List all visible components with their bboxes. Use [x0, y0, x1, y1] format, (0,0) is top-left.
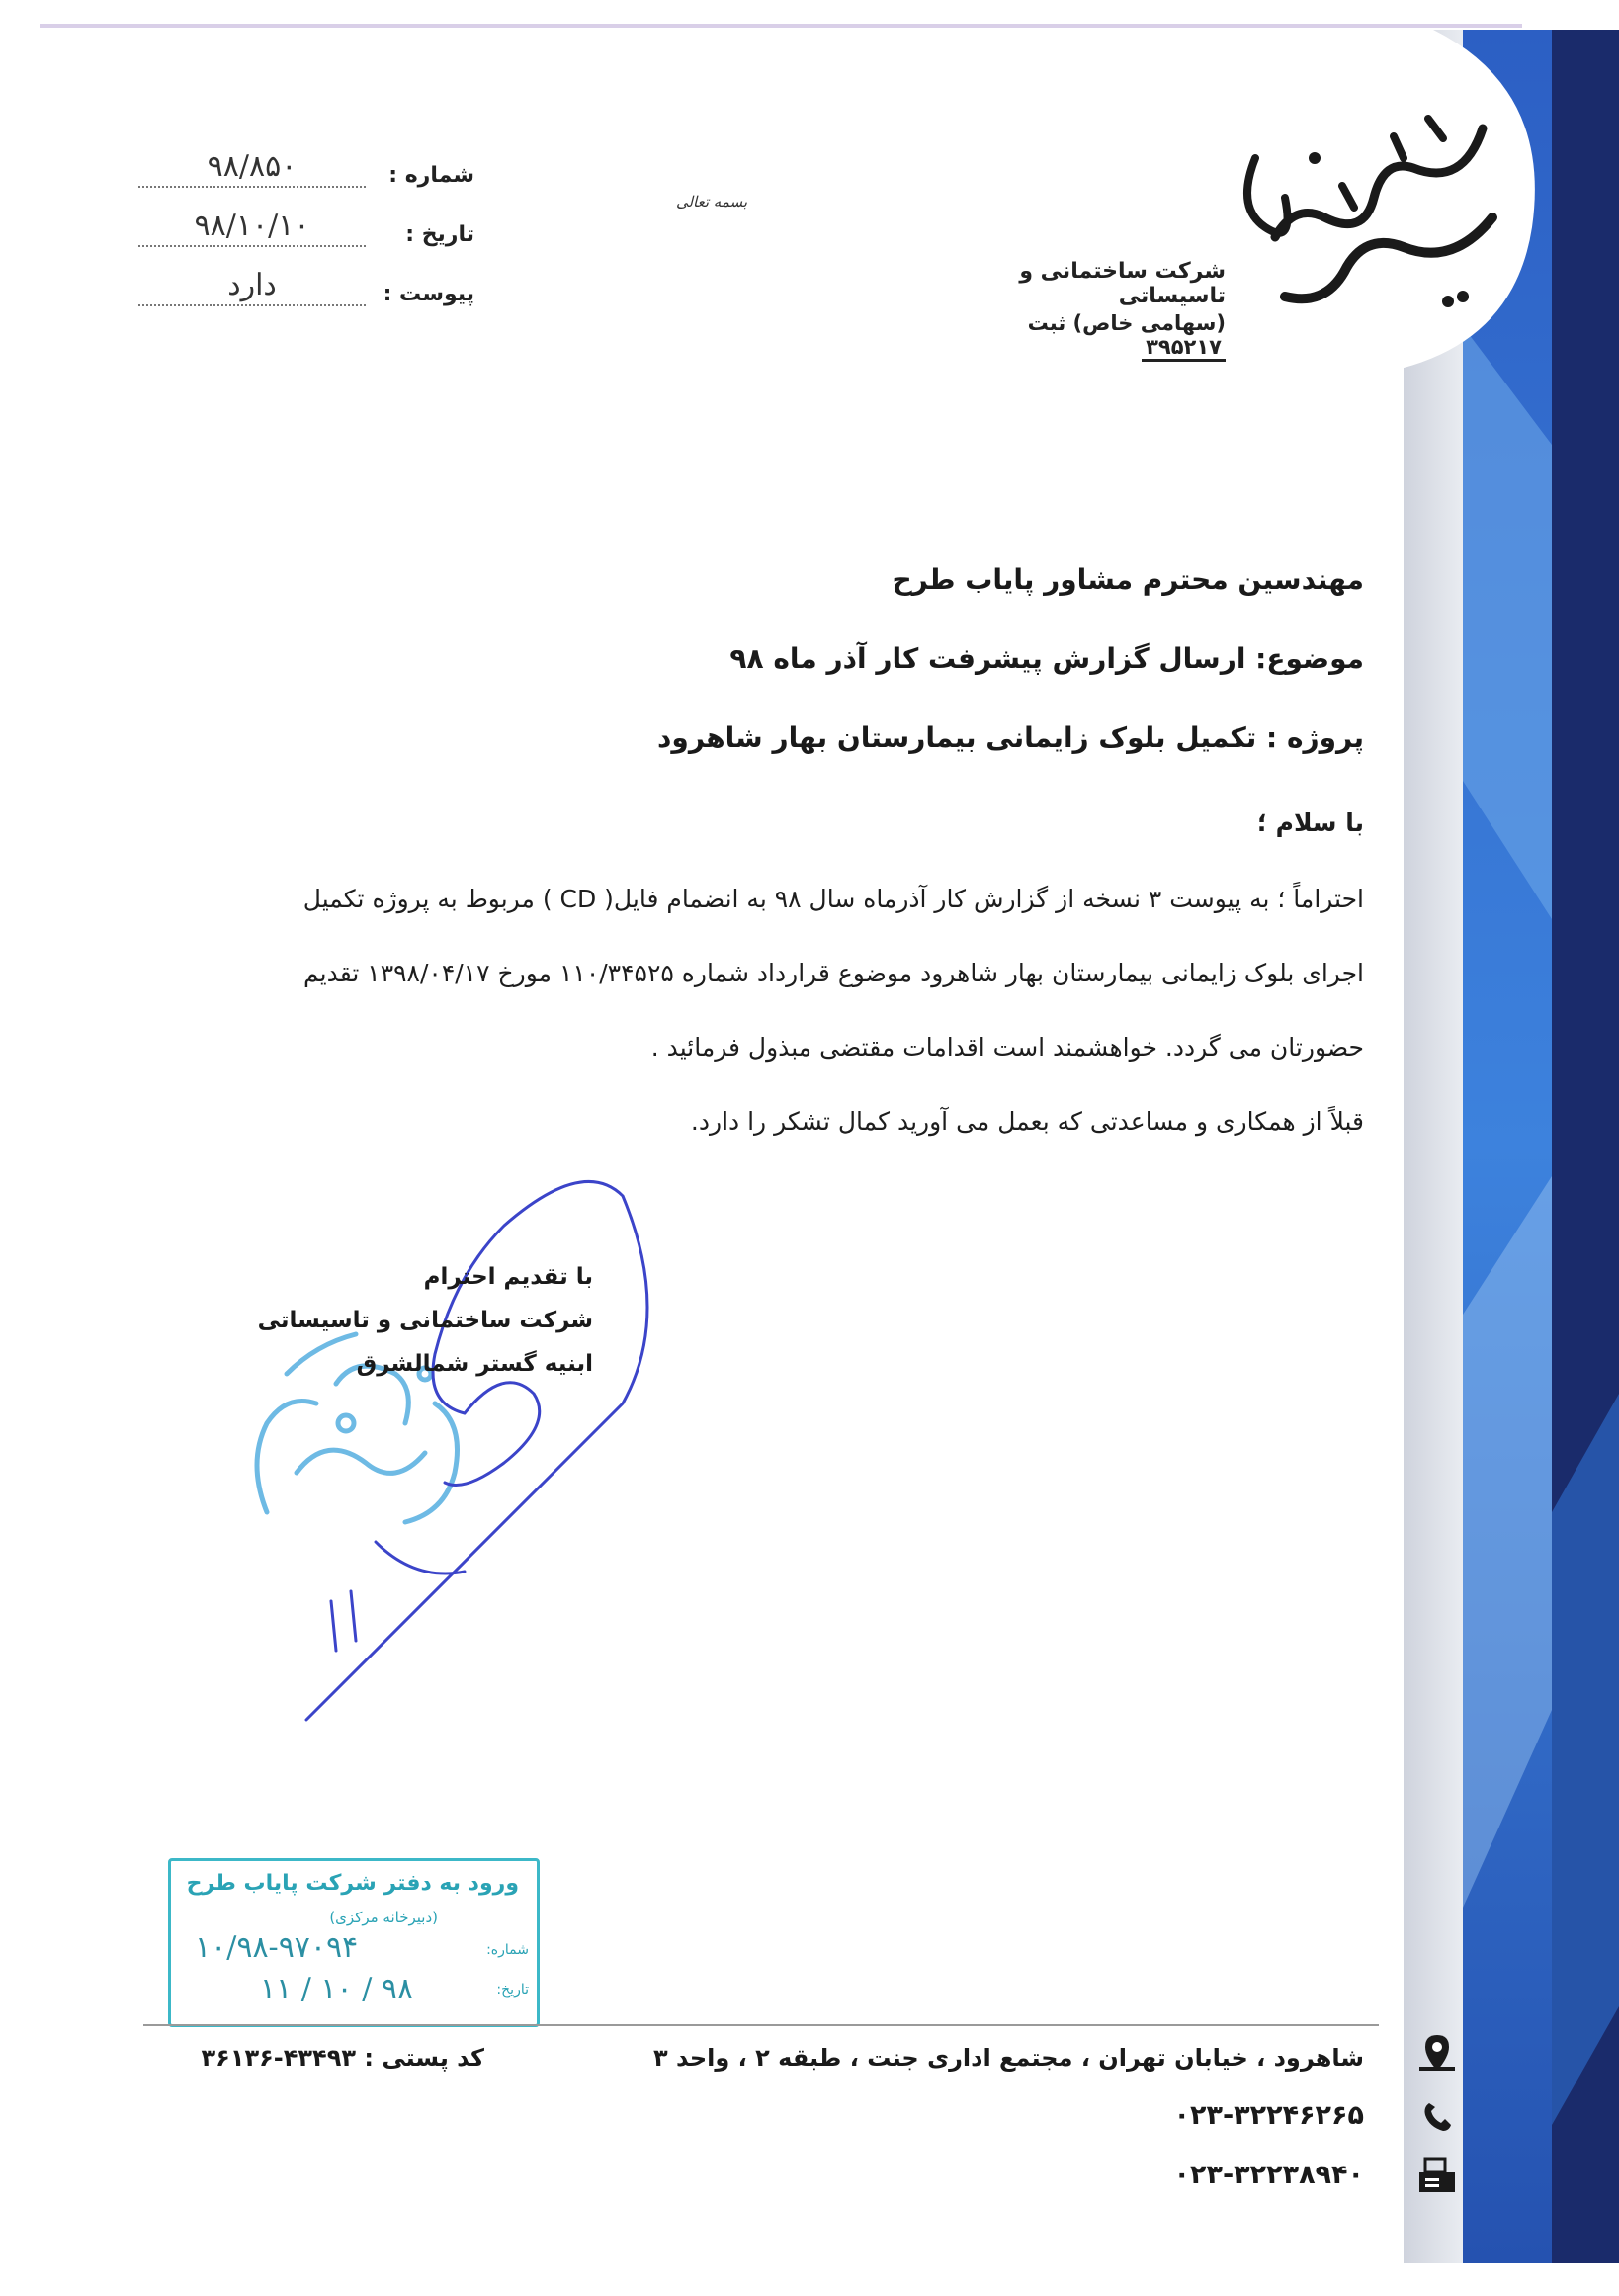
- phone-icon: [1415, 2095, 1459, 2139]
- sign-company-name: ابنیه گستر شمالشرق: [356, 1351, 593, 1377]
- subject-line: موضوع: ارسال گزارش پیشرفت کار آذر ماه ۹۸: [729, 642, 1364, 675]
- attachment-label: پیوست :: [383, 282, 474, 306]
- greeting: با سلام ؛: [1256, 808, 1364, 837]
- footer-fax: ۰۲۳-۳۲۲۳۸۹۴۰: [1173, 2160, 1364, 2190]
- signature-block: [257, 1255, 593, 1386]
- stamp-subtitle: (دبیرخانه مرکزی): [329, 1909, 438, 1926]
- closing-line: قبلاً از همکاری و مساعدتی که بعمل می آورید کمال تشکر را دارد.: [690, 1107, 1364, 1136]
- stamp-date-label: تاریخ:: [496, 1982, 529, 1998]
- stamp-number-label: شماره:: [486, 1942, 529, 1958]
- project-line: پروژه : تکمیل بلوک زایمانی بیمارستان بهار شاهرود: [657, 722, 1364, 754]
- footer-phone: ۰۲۳-۳۲۲۴۶۲۶۵: [1173, 2100, 1364, 2131]
- received-stamp: [168, 1858, 540, 2027]
- sign-company-type: شرکت ساختمانی و تاسیساتی: [257, 1308, 593, 1333]
- postal-label: کد پستی :: [364, 2044, 484, 2072]
- sign-off: با تقدیم احترام: [423, 1264, 593, 1290]
- date-label: تاریخ :: [405, 222, 474, 247]
- paragraph-line: احتراماً ؛ به پیوست ۳ نسخه از گزارش کار آذرماه سال ۹۸ به انضمام فایل( CD ) مربوط به پروژه تکمیل: [302, 885, 1364, 913]
- stamp-date-value: ۹۸ / ۱۰ / ۱۱: [260, 1972, 414, 2006]
- handwritten-signature: [208, 1166, 672, 1740]
- registration-number: ۳۹۵۲۱۷: [1142, 335, 1226, 362]
- registration-info: [949, 311, 1226, 359]
- fax-icon: [1415, 2155, 1459, 2198]
- stamp-title: ورود به دفتر شرکت پایاب طرح: [186, 1871, 519, 1896]
- meta-attachment-row: [138, 247, 474, 306]
- calligraphy-logo-icon: [1216, 99, 1512, 326]
- footer-postal: [148, 2044, 484, 2072]
- number-label: شماره :: [388, 163, 474, 188]
- footer-address: شاهرود ، خیابان تهران ، مجتمع اداری جنت ، طبقه ۲ ، واحد ۳: [653, 2044, 1364, 2072]
- company-logo: [1216, 99, 1512, 326]
- paragraph-line: اجرای بلوک زایمانی بیمارستان بهار شاهرود موضوع قرارداد شماره ۱۱۰/۳۴۵۲۵ مورخ ۱۳۹۸/۰۴/۱۷ تقدیم: [302, 959, 1364, 987]
- location-pin-icon: [1415, 2031, 1459, 2075]
- top-rule: [40, 24, 1522, 28]
- bismillah: بسمه تعالی: [675, 193, 748, 211]
- postal-value: ۴۳۴۹۳-۳۶۱۳۶: [201, 2044, 356, 2072]
- meta-number-row: [138, 128, 474, 188]
- letter-meta: [138, 128, 474, 306]
- stamp-number-value: ۱۰/۹۸-۹۷۰۹۴: [195, 1930, 359, 1965]
- number-value: ۹۸/۸۵۰: [138, 149, 366, 188]
- date-value: ۹۸/۱۰/۱۰: [138, 209, 366, 247]
- registration-prefix: (سهامی خاص) ثبت: [1027, 311, 1226, 335]
- company-type: شرکت ساختمانی و تاسیساتی: [1019, 259, 1226, 308]
- addressee: مهندسین محترم مشاور پایاب طرح: [892, 563, 1364, 596]
- paragraph-line: حضورتان می گردد. خواهشمند است اقدامات مقتضی مبذول فرمائید .: [650, 1033, 1364, 1062]
- meta-date-row: [138, 188, 474, 247]
- footer-rule: [143, 2024, 1379, 2026]
- attachment-value: دارد: [138, 268, 366, 306]
